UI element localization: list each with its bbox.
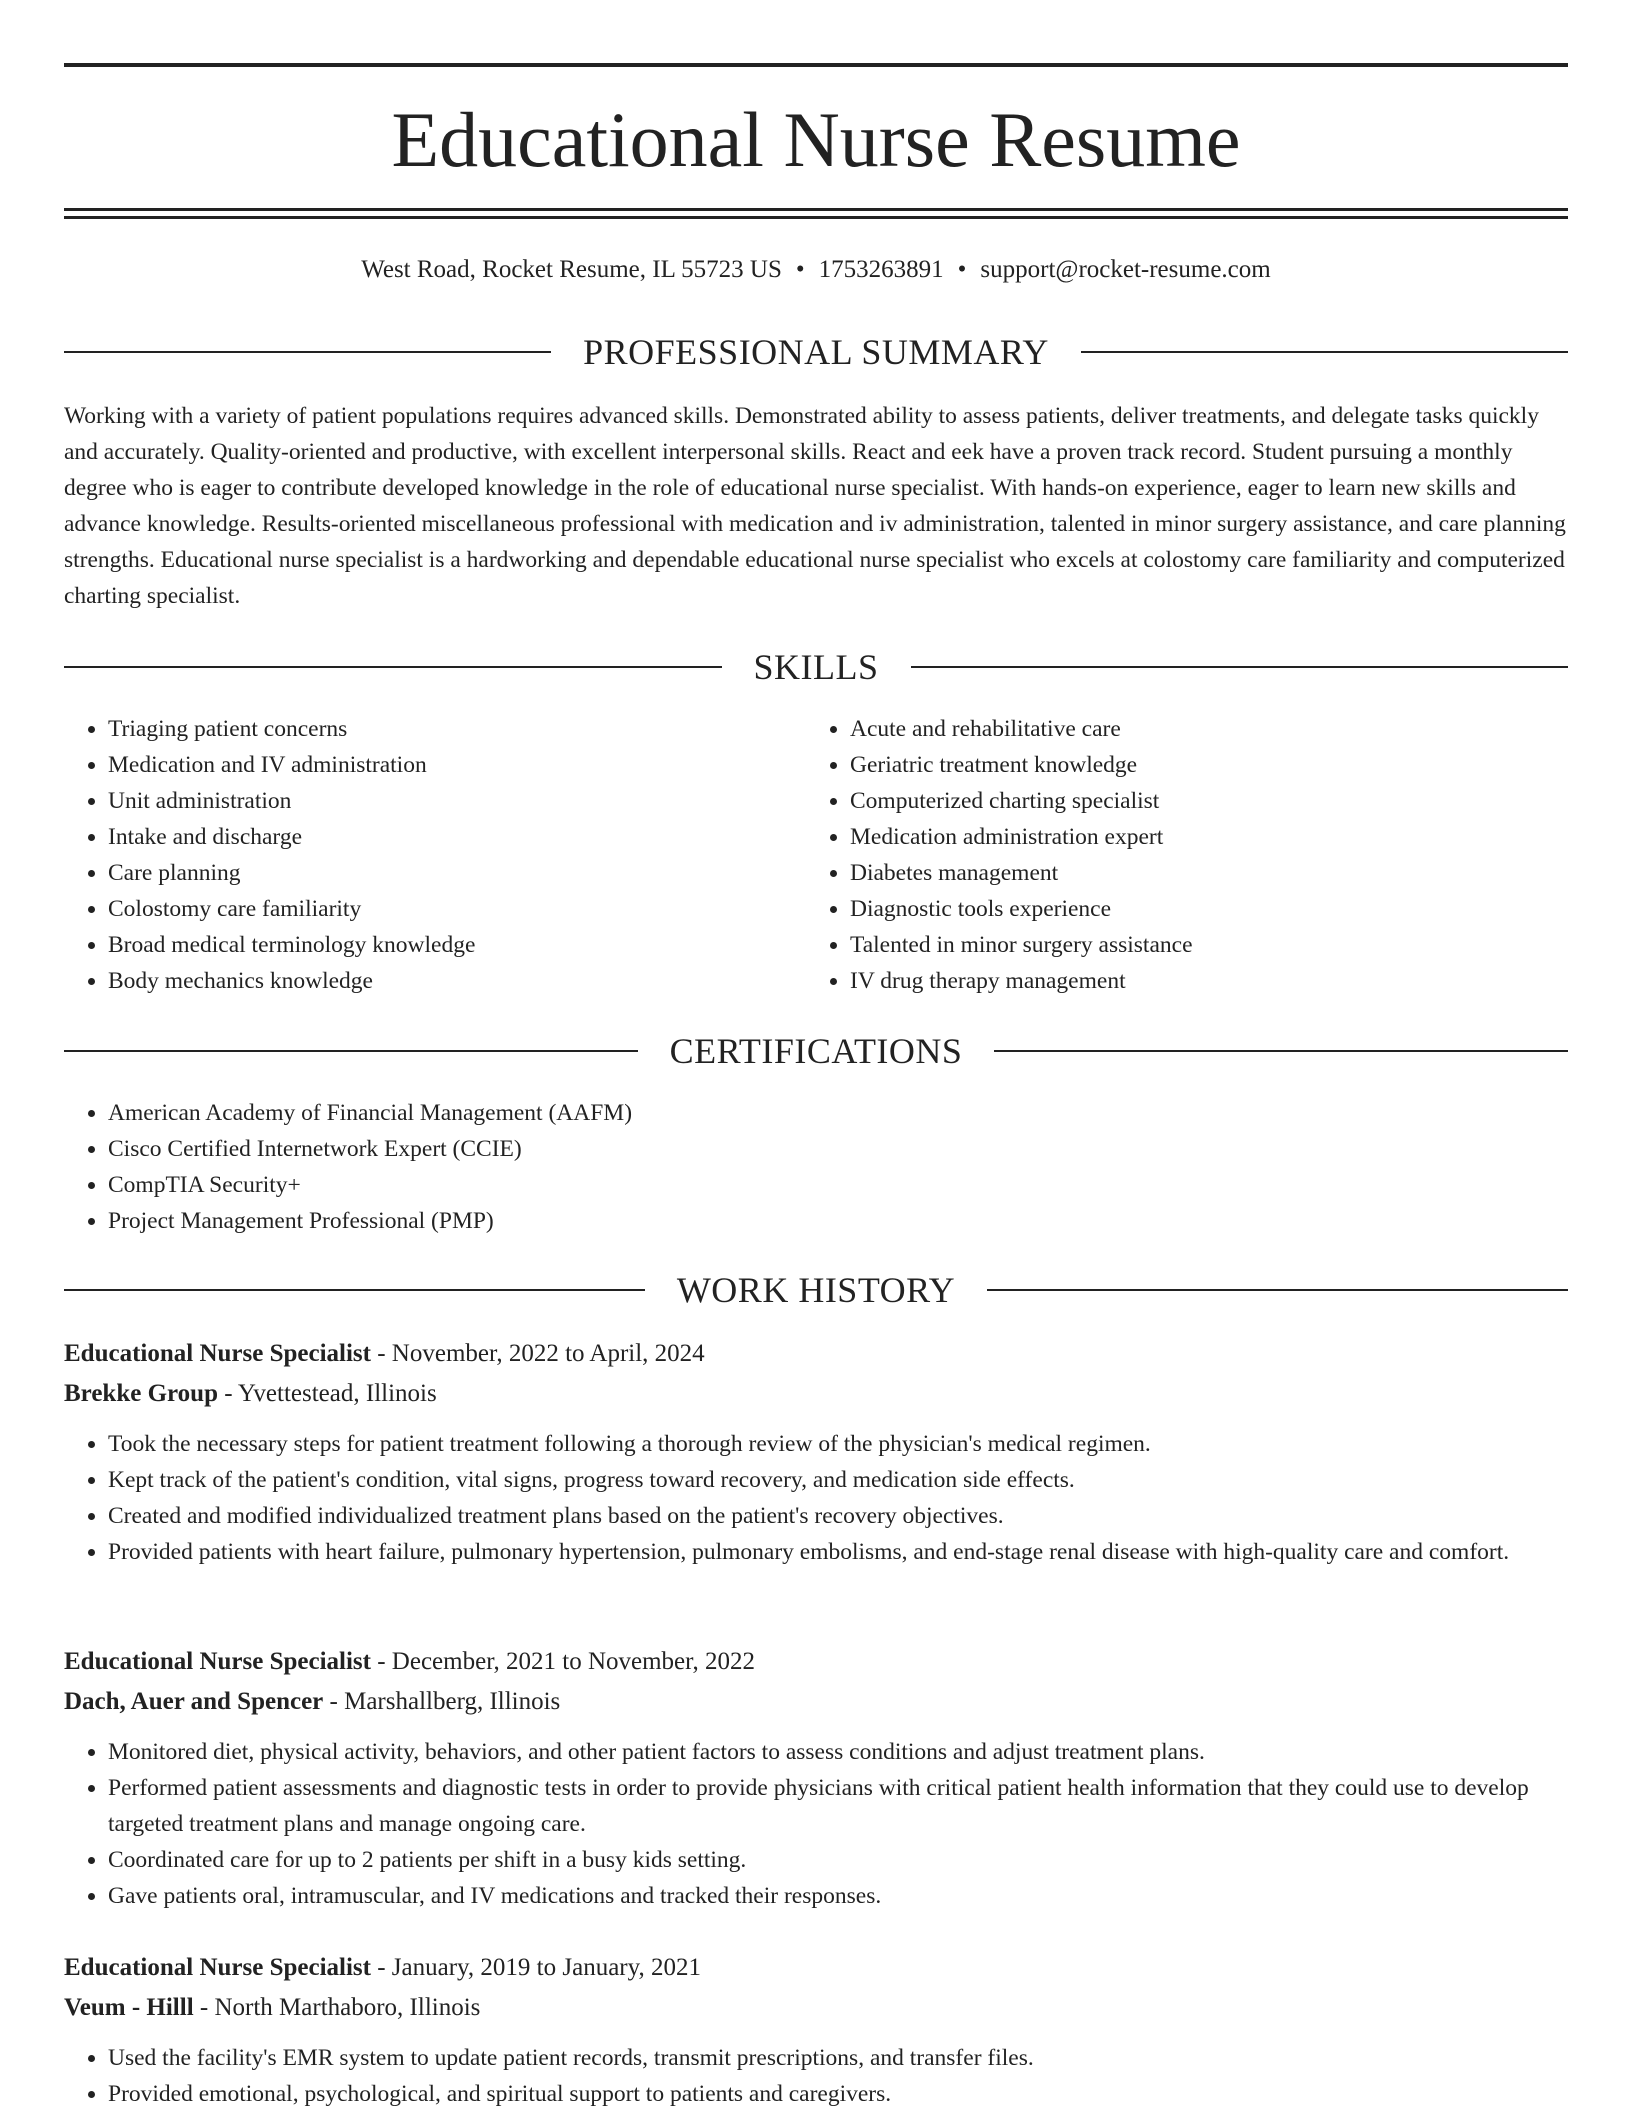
job-dates: - January, 2019 to January, 2021 bbox=[370, 1954, 702, 1981]
job-bullets bbox=[64, 2040, 1568, 2112]
skills-heading: SKILLS bbox=[753, 647, 879, 687]
skill-item: • Diabetes management bbox=[850, 855, 1548, 891]
skill-item: • Diagnostic tools experience bbox=[850, 891, 1548, 927]
work-history-heading: WORK HISTORY bbox=[676, 1270, 956, 1310]
job-bullets bbox=[64, 1734, 1568, 1914]
heading-rule-left bbox=[64, 666, 722, 668]
heading-rule-right bbox=[994, 1050, 1568, 1052]
heading-rule-right bbox=[1081, 351, 1568, 353]
job-bullet: • Kept track of the patient's condition, vital signs, progress toward recovery, and medication side effects. bbox=[108, 1462, 1568, 1498]
job-location: - Yvettestead, Illinois bbox=[217, 1380, 437, 1407]
skill-item: • Geriatric treatment knowledge bbox=[850, 747, 1548, 783]
skill-item: • IV drug therapy management bbox=[850, 963, 1548, 999]
heading-rule-left bbox=[64, 1289, 645, 1291]
contact-line bbox=[64, 252, 1568, 288]
certifications-list bbox=[64, 1095, 1568, 1239]
skill-item: • Broad medical terminology knowledge bbox=[108, 927, 806, 963]
skill-item: • Care planning bbox=[108, 855, 806, 891]
job-location: - North Marthaboro, Illinois bbox=[193, 1994, 481, 2021]
job-bullet: • Gave patients oral, intramuscular, and IV medications and tracked their responses. bbox=[108, 1878, 1568, 1914]
summary-section-heading bbox=[64, 330, 1568, 374]
job-company: Veum - Hilll bbox=[64, 1994, 194, 2021]
job-company: Dach, Auer and Spencer bbox=[64, 1688, 324, 1715]
skills-columns bbox=[64, 711, 1568, 999]
skill-item: • Body mechanics knowledge bbox=[108, 963, 806, 999]
job-bullet: • Used the facility's EMR system to update patient records, transmit prescriptions, and transfer files. bbox=[108, 2040, 1568, 2076]
top-rule bbox=[64, 63, 1568, 67]
heading-rule-right bbox=[911, 666, 1569, 668]
certification-item: • Cisco Certified Internetwork Expert (CCIE) bbox=[108, 1131, 1568, 1167]
job-company-line bbox=[64, 1374, 1568, 1414]
skill-item: • Triaging patient concerns bbox=[108, 711, 806, 747]
certifications-section-heading bbox=[64, 1029, 1568, 1073]
page-title: Educational Nurse Resume bbox=[391, 96, 1241, 183]
skills-column-right bbox=[806, 711, 1548, 999]
job-company-line bbox=[64, 1988, 1568, 2028]
certifications-heading: CERTIFICATIONS bbox=[669, 1031, 963, 1071]
job-company-line bbox=[64, 1682, 1568, 1722]
job-bullet: • Provided emotional, psychological, and spiritual support to patients and caregivers. bbox=[108, 2076, 1568, 2112]
certification-item: • American Academy of Financial Management (AAFM) bbox=[108, 1095, 1568, 1131]
contact-email: support@rocket-resume.com bbox=[980, 256, 1271, 283]
job-bullet: • Took the necessary steps for patient treatment following a thorough review of the physician's medical regimen. bbox=[108, 1426, 1568, 1462]
job-bullets bbox=[64, 1426, 1568, 1570]
job-title-line bbox=[64, 1642, 1568, 1682]
skill-item: • Unit administration bbox=[108, 783, 806, 819]
contact-separator: • bbox=[795, 256, 805, 283]
job-bullet: • Provided patients with heart failure, pulmonary hypertension, pulmonary embolisms, and end-stage renal disease with high-quality care and comfort. bbox=[108, 1534, 1568, 1570]
skill-item: • Computerized charting specialist bbox=[850, 783, 1548, 819]
job-bullet: • Created and modified individualized treatment plans based on the patient's recovery objectives. bbox=[108, 1498, 1568, 1534]
job-dates: - November, 2022 to April, 2024 bbox=[370, 1340, 705, 1367]
skill-item: • Intake and discharge bbox=[108, 819, 806, 855]
job-title: Educational Nurse Specialist bbox=[64, 1340, 371, 1367]
skill-item: • Medication and IV administration bbox=[108, 747, 806, 783]
job-entry bbox=[64, 1334, 1568, 1570]
job-title-line bbox=[64, 1334, 1568, 1374]
summary-heading: PROFESSIONAL SUMMARY bbox=[583, 332, 1049, 372]
work-history-section-heading bbox=[64, 1268, 1568, 1312]
skill-item: • Colostomy care familiarity bbox=[108, 891, 806, 927]
job-entry bbox=[64, 1948, 1568, 2112]
job-location: - Marshallberg, Illinois bbox=[323, 1688, 561, 1715]
heading-rule-left bbox=[64, 351, 551, 353]
job-bullet: • Monitored diet, physical activity, behaviors, and other patient factors to assess conditions and adjust treatment plans. bbox=[108, 1734, 1568, 1770]
contact-separator: • bbox=[957, 256, 967, 283]
skill-item: • Medication administration expert bbox=[850, 819, 1548, 855]
skills-column-left bbox=[64, 711, 806, 999]
contact-address: West Road, Rocket Resume, IL 55723 US bbox=[361, 256, 782, 283]
job-bullet: • Coordinated care for up to 2 patients per shift in a busy kids setting. bbox=[108, 1842, 1568, 1878]
job-title-line bbox=[64, 1948, 1568, 1988]
title-double-rule bbox=[64, 208, 1568, 219]
job-title: Educational Nurse Specialist bbox=[64, 1648, 371, 1675]
skill-item: • Talented in minor surgery assistance bbox=[850, 927, 1548, 963]
certification-item: • Project Management Professional (PMP) bbox=[108, 1203, 1568, 1239]
heading-rule-left bbox=[64, 1050, 638, 1052]
heading-rule-right bbox=[987, 1289, 1568, 1291]
job-company: Brekke Group bbox=[64, 1380, 218, 1407]
summary-text: Working with a variety of patient populations requires advanced skills. Demonstrated ability to assess patients, deliver treatments, and delegate tasks quickly and accurately. Quality-oriented and productive, with excellent interpersonal skills. React and eek have a proven track record. Student pursuing a monthly degree who is eager to contribute developed knowledge in the role of educational nurse specialist. With hands-on experience, eager to learn new skills and advance knowledge. Results-oriented miscellaneous professional with medication and iv administration, talented in minor surgery assistance, and care planning strengths. Educational nurse specialist is a hardworking and dependable educational nurse specialist who excels at colostomy care familiarity and computerized charting specialist. bbox=[64, 403, 1566, 609]
job-dates: - December, 2021 to November, 2022 bbox=[370, 1648, 755, 1675]
skill-item: • Acute and rehabilitative care bbox=[850, 711, 1548, 747]
job-title: Educational Nurse Specialist bbox=[64, 1954, 371, 1981]
certification-item: • CompTIA Security+ bbox=[108, 1167, 1568, 1203]
job-bullet: • Performed patient assessments and diagnostic tests in order to provide physicians with critical patient health information that they could use to develop targeted treatment plans and manage ongoing care. bbox=[108, 1770, 1568, 1842]
skills-section-heading bbox=[64, 645, 1568, 689]
job-entry bbox=[64, 1642, 1568, 1914]
contact-phone: 1753263891 bbox=[818, 256, 944, 283]
